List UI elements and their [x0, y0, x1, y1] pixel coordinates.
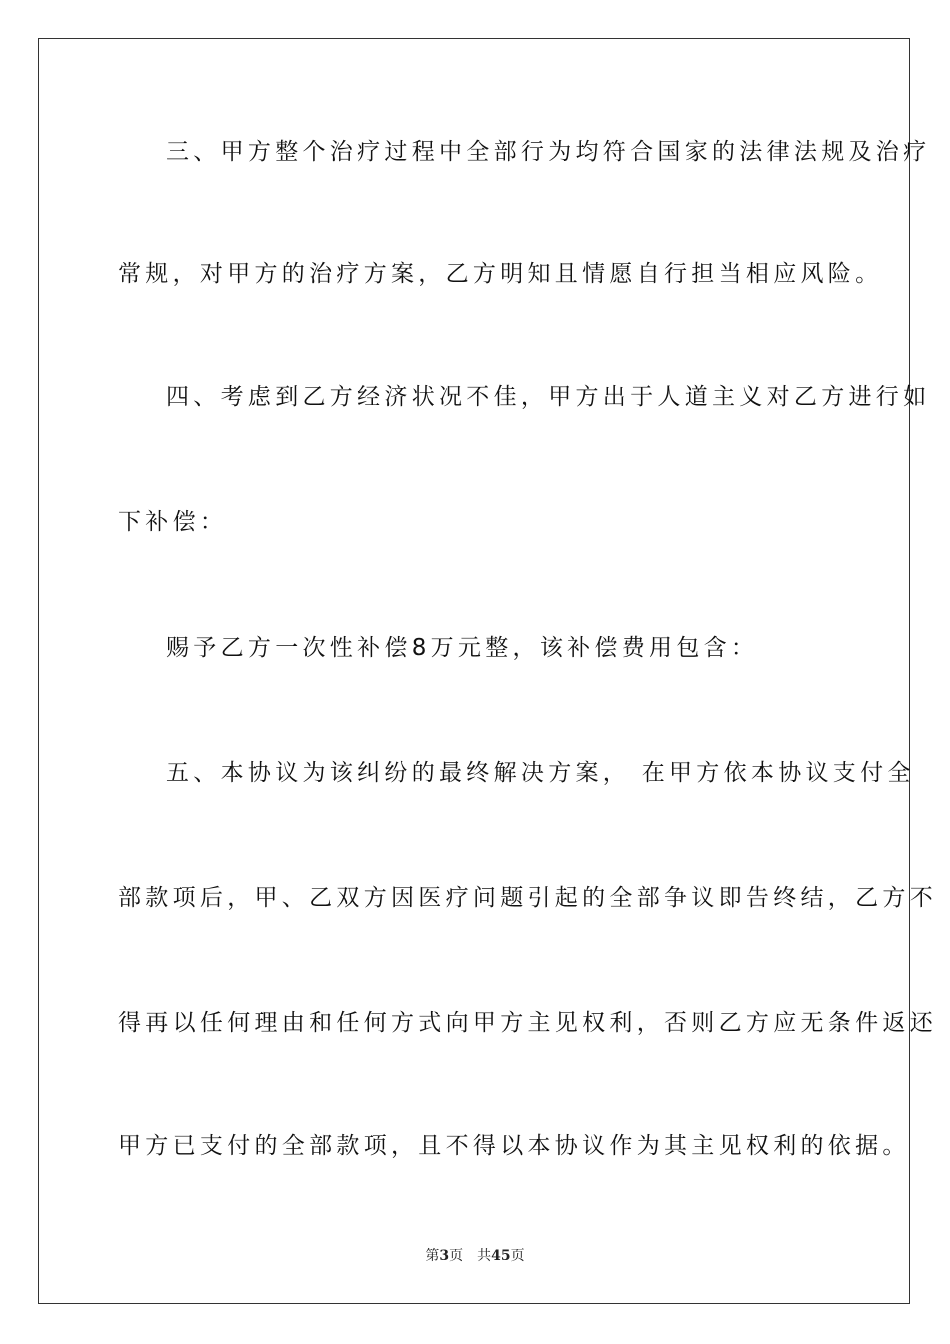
paragraph-line: 赐予乙方一次性补偿8万元整，该补偿费用包含：: [166, 635, 759, 661]
page-footer: [0, 1247, 950, 1265]
paragraph-line: 常规，对甲方的治疗方案，乙方明知且情愿自行担当相应风险。: [118, 261, 883, 287]
page-total: 45: [491, 1248, 511, 1264]
paragraph-line: 甲方已支付的全部款项，且不得以本协议作为其主见权利的依据。: [118, 1133, 910, 1159]
page-number-prefix: 第: [425, 1248, 440, 1264]
page-total-prefix: 共: [477, 1248, 492, 1264]
paragraph-line: 下补偿：: [118, 509, 228, 535]
page-border: [38, 38, 910, 1304]
paragraph-line: 四、考虑到乙方经济状况不佳，甲方出于人道主义对乙方进行如: [166, 384, 931, 410]
paragraph-line: 部款项后，甲、乙双方因医疗问题引起的全部争议即告终结，乙方不: [118, 885, 937, 911]
paragraph-line: 三、甲方整个治疗过程中全部行为均符合国家的法律法规及治疗: [166, 139, 931, 165]
page-number: 3: [439, 1248, 450, 1264]
paragraph-line: 得再以任何理由和任何方式向甲方主见权利，否则乙方应无条件返还: [118, 1010, 937, 1036]
page-number-suffix: 页: [449, 1248, 464, 1264]
paragraph-line: 五、本协议为该纠纷的最终解决方案， 在甲方依本协议支付全: [166, 760, 915, 786]
page-total-suffix: 页: [510, 1248, 525, 1264]
